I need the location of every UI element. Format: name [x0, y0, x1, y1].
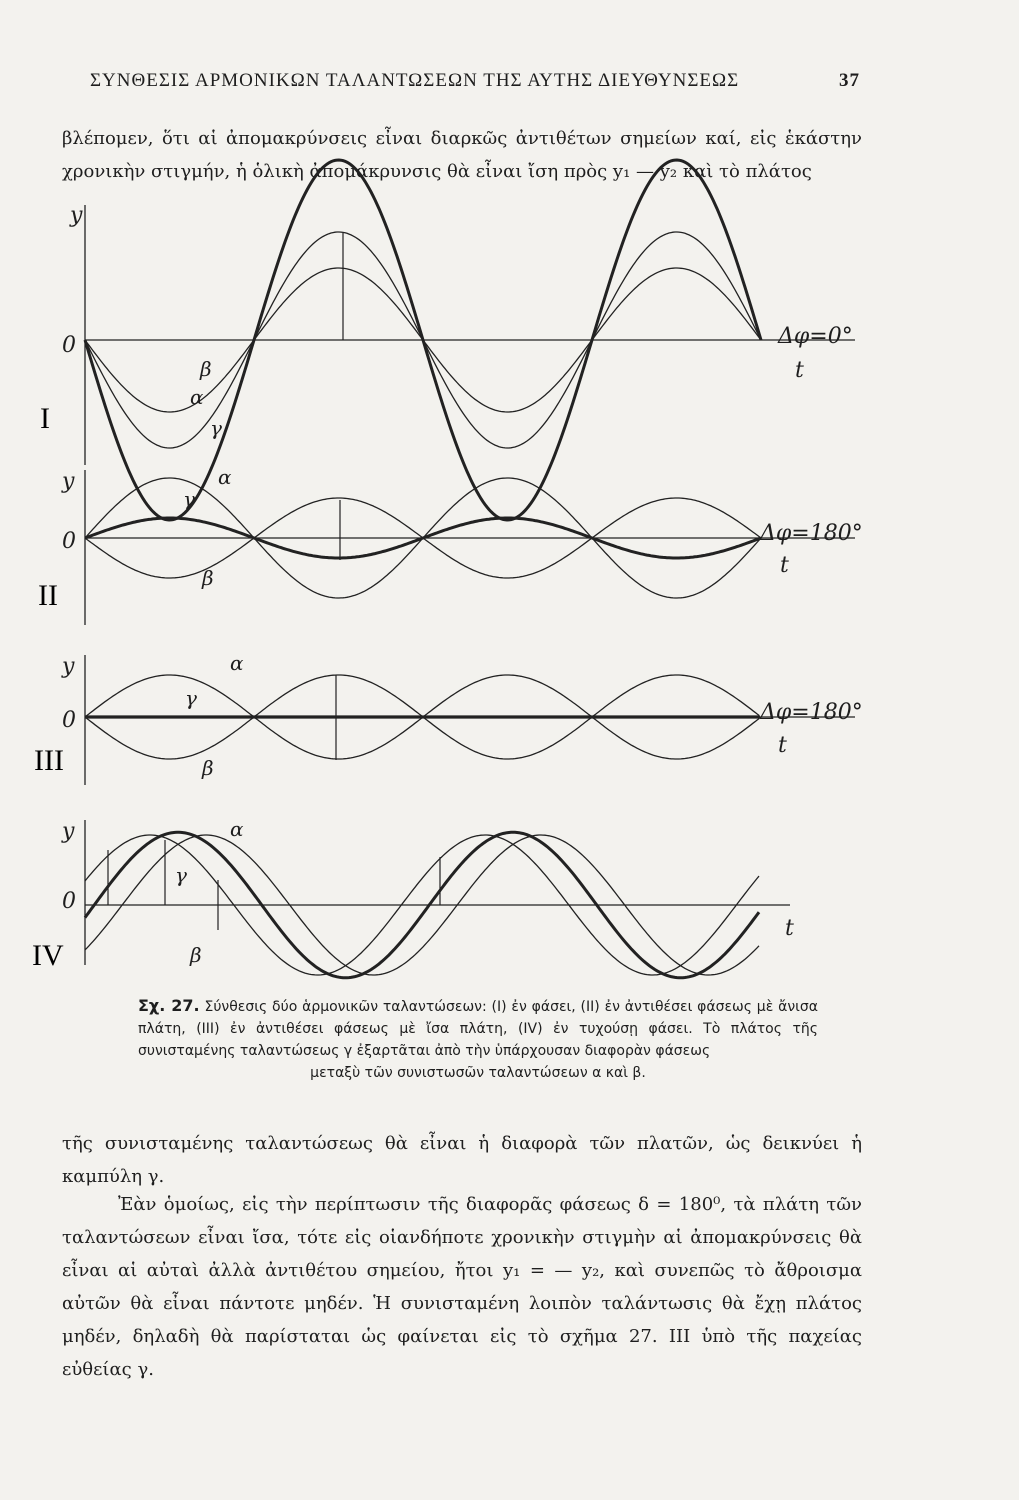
figure-caption [138, 995, 818, 1084]
t-label-1: t [795, 358, 804, 383]
label-beta-2: β [202, 566, 214, 590]
label-alpha-1: α [190, 385, 204, 409]
paragraph-3: Ἐὰν ὁμοίως, εἰς τὴν περίπτωσιν τῆς διαφορᾶς φάσεως δ = 180⁰, τὰ πλάτη τῶν ταλαντώσεων εἶναι ἴσα, τότε εἰς οἱανδήποτε χρονικὴν στιγμὴν αἱ ἀπομακρύνσεις θὰ εἶναι αἱ αὐταὶ ἀλλὰ ἀντιθέτου σημείου, ἤτοι y₁ = — y₂, καὶ συνεπῶς τὸ ἄθροισμα αὐτῶν θὰ εἶναι πάντοτε μηδέν. Ἡ συνισταμένη λοιπὸν ταλάντωσις θὰ ἔχῃ πλάτος μηδέν, δηλαδὴ θὰ παρίσταται ὡς φαίνεται εἰς τὸ σχῆμα 27. III ὑπὸ τῆς παχείας εὐθείας γ. [62, 1194, 862, 1380]
label-beta-4: β [190, 943, 202, 967]
paragraph-2: τῆς συνισταμένης ταλαντώσεως θὰ εἶναι ἡ διαφορὰ τῶν πλατῶν, ὡς δεικνύει ἡ καμπύλη γ. [62, 1133, 862, 1187]
label-alpha-4: α [230, 817, 244, 841]
y-label-2: y [62, 469, 75, 494]
panel-numeral-3: III [34, 744, 64, 777]
label-gamma-4: γ [175, 863, 187, 887]
panel-numeral-2: II [38, 579, 58, 612]
t-label-2: t [780, 553, 789, 578]
label-alpha-2: α [218, 465, 232, 489]
panel-1 [40, 160, 855, 520]
label-beta-3: β [202, 756, 214, 780]
y-label-1: y [70, 203, 83, 228]
caption-last-line: μεταξὺ τῶν συνιστωσῶν ταλαντώσεων α καὶ β. [310, 1065, 646, 1081]
label-beta-1: β [200, 357, 212, 381]
running-title: ΣΥΝΘΕΣΙΣ ΑΡΜΟΝΙΚΩΝ ΤΑΛΑΝΤΩΣΕΩΝ ΤΗΣ ΑΥΤΗΣ ΔΙΕΥΘΥΝΣΕΩΣ [90, 70, 740, 91]
panel-numeral-4: IV [32, 939, 64, 972]
origin-label-4: 0 [62, 889, 76, 914]
label-gamma-1: γ [210, 416, 222, 440]
panel-4 [32, 817, 794, 978]
panel-numeral-1: I [40, 402, 50, 435]
page-number: 37 [839, 70, 860, 91]
origin-label-3: 0 [62, 708, 76, 733]
y-label-3: y [62, 654, 75, 679]
panel-2 [38, 465, 863, 625]
phase-label-3: Δφ=180° [760, 700, 863, 725]
t-label-3: t [778, 733, 787, 758]
y-label-4: y [62, 819, 75, 844]
label-gamma-2: γ [183, 487, 195, 511]
origin-label-2: 0 [62, 529, 76, 554]
panel-3 [34, 651, 863, 785]
paragraph-1: βλέπομεν, ὅτι αἱ ἀπομακρύνσεις εἶναι διαρκῶς ἀντιθέτων σημείων καί, εἰς ἑκάστην χρονικὴν στιγμήν, ἡ ὁλικὴ ἀπομάκρυνσις θὰ εἶναι ἴση πρὸς y₁ — y₂ καὶ τὸ πλάτος [62, 128, 862, 182]
caption-label: Σχ. 27. [138, 996, 200, 1015]
label-gamma-3: γ [185, 686, 197, 710]
t-label-4: t [785, 916, 794, 941]
phase-label-1: Δφ=0° [778, 324, 853, 349]
phase-label-2: Δφ=180° [760, 521, 863, 546]
label-alpha-3: α [230, 651, 244, 675]
caption-text: Σύνθεσις δύο ἁρμονικῶν ταλαντώσεων: (I) ἐν φάσει, (II) ἐν ἀντιθέσει φάσεως μὲ ἄνισα πλάτη, (III) ἐν ἀντιθέσει φάσεως μὲ ἴσα πλάτη, (IV) ἐν τυχούσῃ φάσει. Τὸ πλάτος τῆς συνισταμένης ταλαντώσεως γ ἐξαρτᾶται ἀπὸ τὴν ὑπάρχουσαν διαφορὰν φάσεως [138, 999, 819, 1059]
origin-label-1: 0 [62, 333, 76, 358]
